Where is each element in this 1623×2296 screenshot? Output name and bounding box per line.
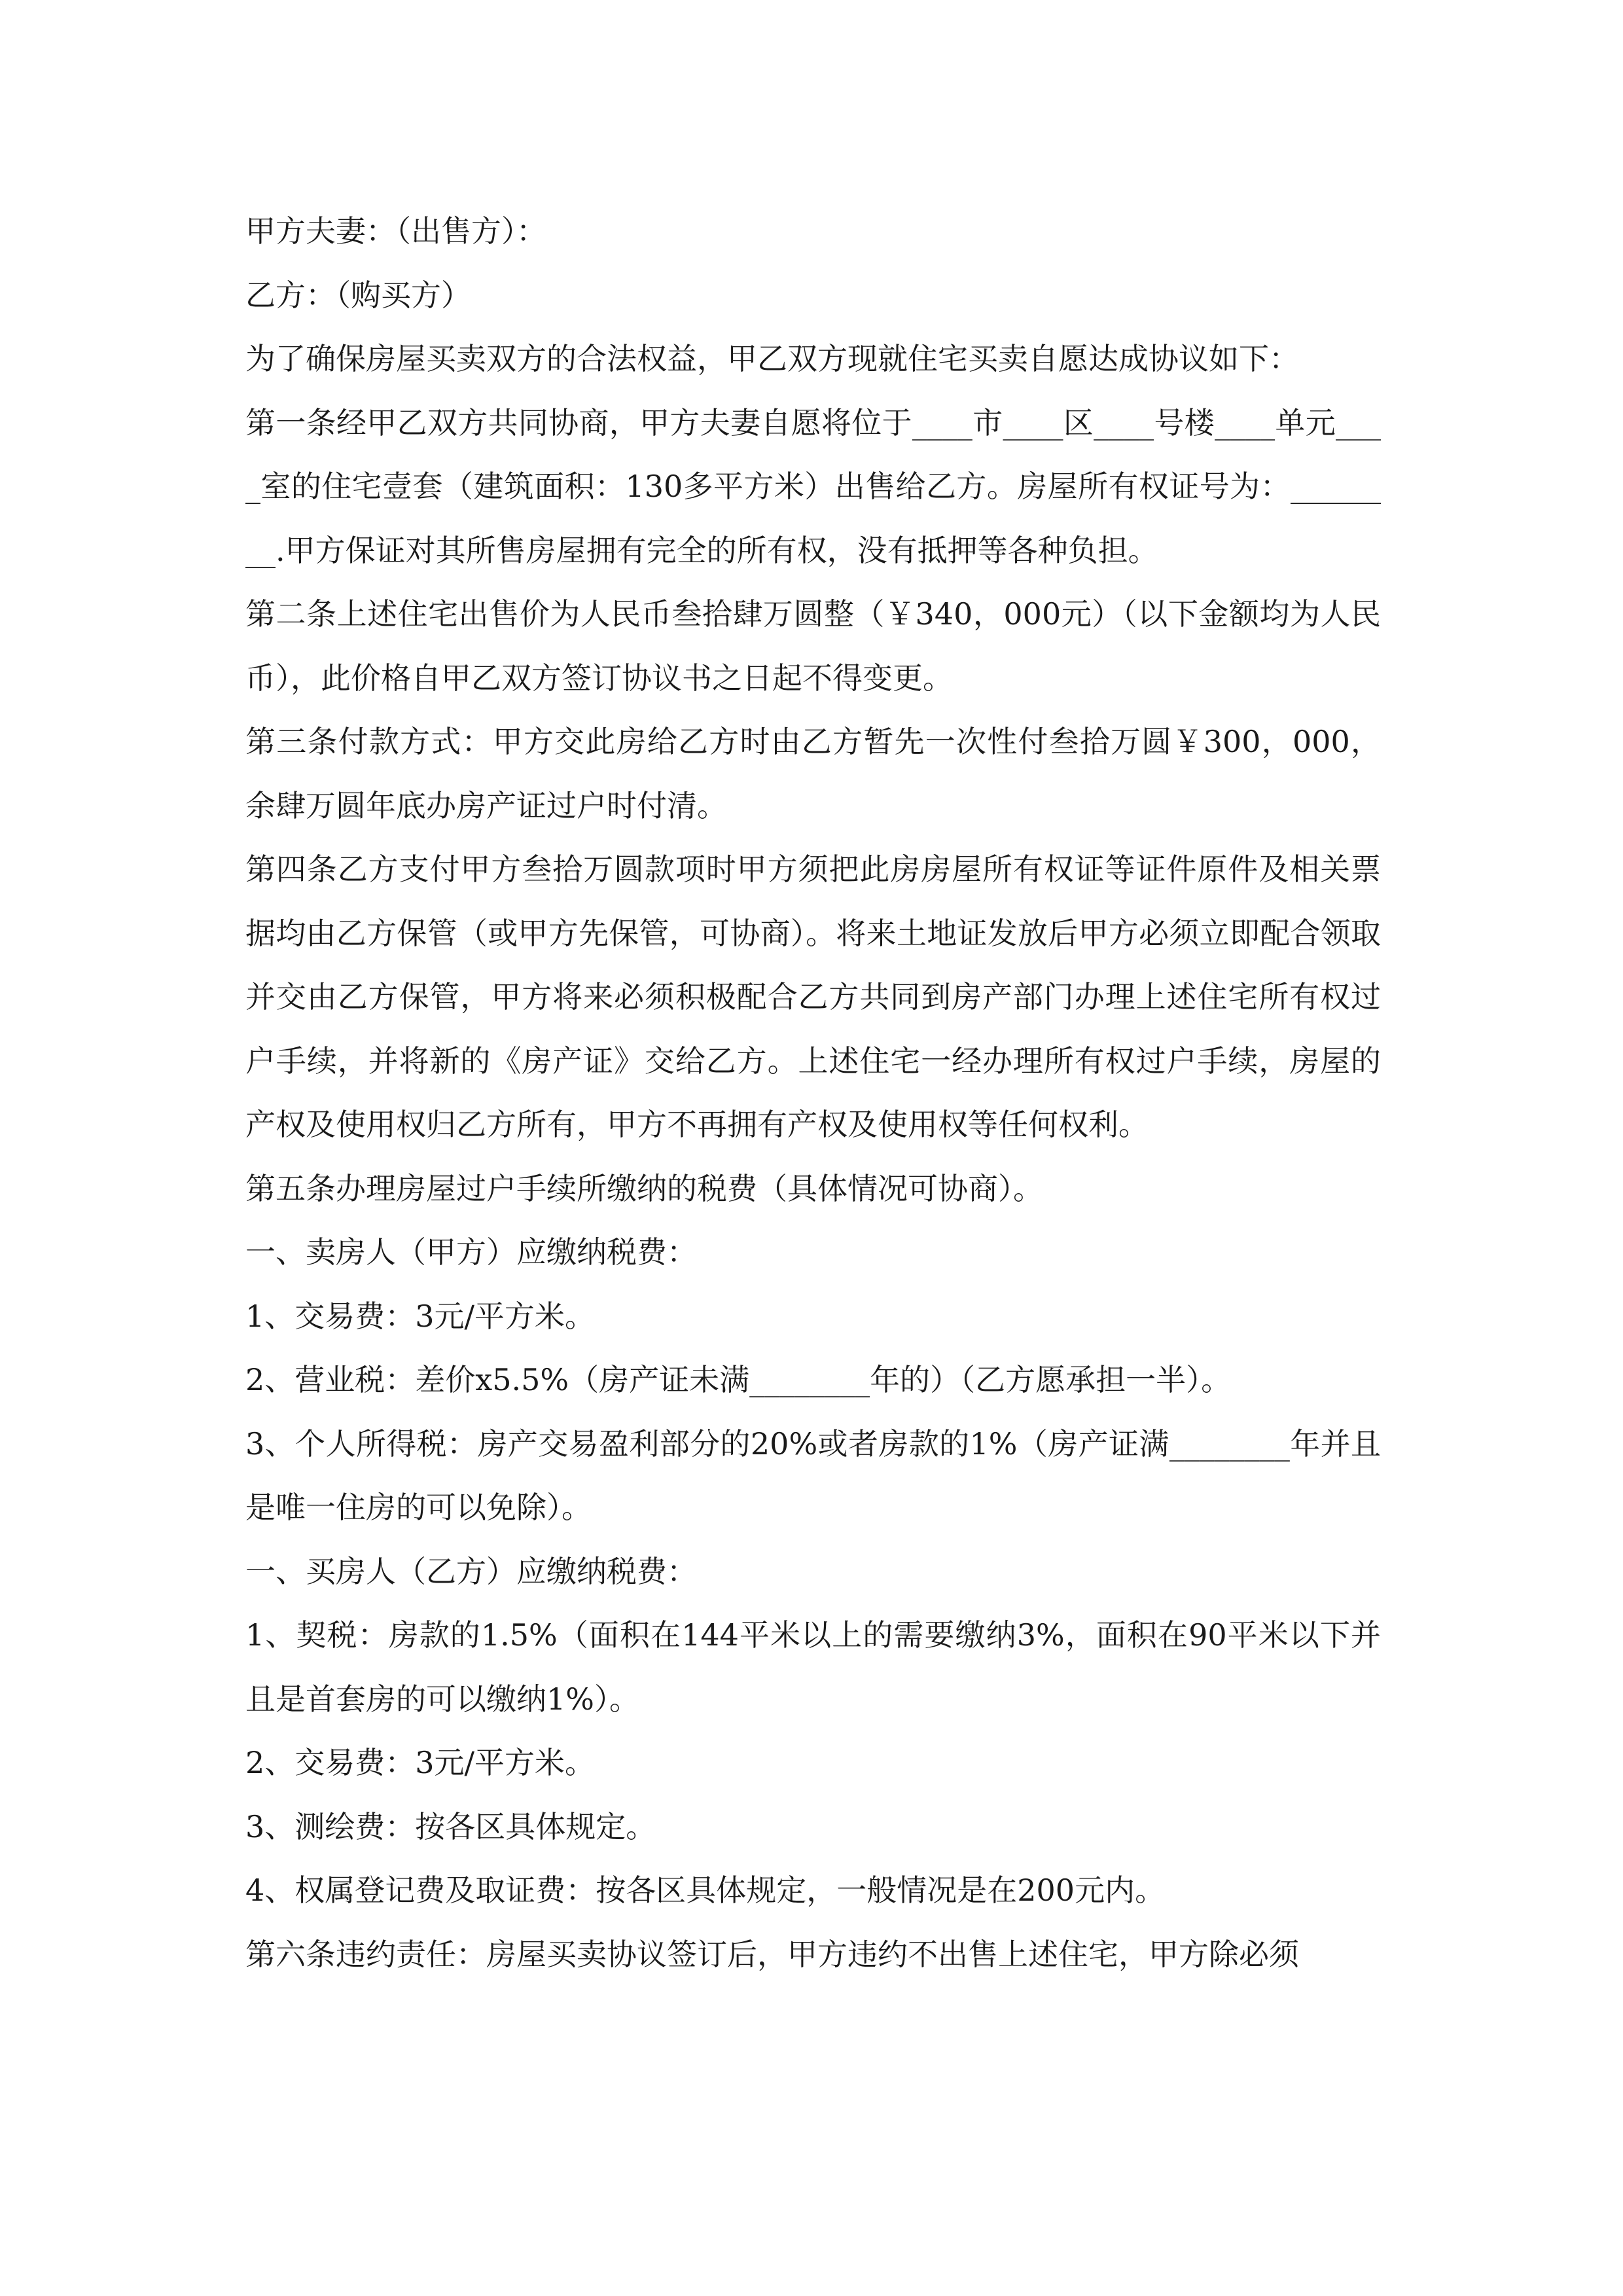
seller-taxes-heading: 一、卖房人（甲方）应缴纳税费： <box>245 1234 697 1270</box>
article-6-paragraph: 第六条违约责任：房屋买卖协议签订后，甲方违约不出售上述住宅，甲方除必须 <box>245 1936 1299 1972</box>
seller-tax-item-1: 1、交易费：3元/平方米。 <box>245 1298 596 1334</box>
seller-tax-item-3: 3、个人所得税：房产交易盈利部分的20%或者房款的1%（房产证满________年并且是唯一住房的可以免除）。 <box>245 1426 1381 1525</box>
seller-tax-item-2: 2、营业税：差价x5.5%（房产证未满________年的）（乙方愿承担一半）。 <box>245 1362 1232 1397</box>
article-5-paragraph: 第五条办理房屋过户手续所缴纳的税费（具体情况可协商）。 <box>245 1170 1043 1206</box>
article-2-paragraph: 第二条上述住宅出售价为人民币叁拾肆万圆整（￥340，000元）（以下金额均为人民币），此价格自甲乙双方签订协议书之日起不得变更。 <box>245 596 1381 696</box>
buyer-tax-item-1: 1、契税：房款的1.5%（面积在144平米以上的需要缴纳3%，面积在90平米以下并且是首套房的可以缴纳1%）。 <box>245 1617 1381 1717</box>
party-b-line: 乙方：（购买方） <box>245 277 471 313</box>
buyer-tax-item-4: 4、权属登记费及取证费：按各区具体规定，一般情况是在200元内。 <box>245 1873 1166 1908</box>
party-a-line: 甲方夫妻：（出售方）： <box>245 213 546 249</box>
buyer-tax-item-2: 2、交易费：3元/平方米。 <box>245 1745 596 1780</box>
article-4-paragraph: 第四条乙方支付甲方叁拾万圆款项时甲方须把此房房屋所有权证等证件原件及相关票据均由乙方保管（或甲方先保管，可协商）。将来土地证发放后甲方必须立即配合领取并交由乙方保管，甲方将来必须积极配合乙方共同到房产部门办理上述住宅所有权过户手续，并将新的《房产证》交给乙方。上述住宅一经办理所有权过户手续，房屋的产权及使用权归乙方所有，甲方不再拥有产权及使用权等任何权利。 <box>245 852 1381 1142</box>
preamble-paragraph: 为了确保房屋买卖双方的合法权益，甲乙双方现就住宅买卖自愿达成协议如下： <box>245 341 1299 376</box>
article-1-paragraph: 第一条经甲乙双方共同协商，甲方夫妻自愿将位于____市____区____号楼____单元____室的住宅壹套（建筑面积：130多平方米）出售给乙方。房屋所有权证号为：________.甲方保证对其所售房屋拥有完全的所有权，没有抵押等各种负担。 <box>245 404 1381 568</box>
document-body <box>245 200 1381 1986</box>
article-3-paragraph: 第三条付款方式：甲方交此房给乙方时由乙方暂先一次性付叁拾万圆￥300，000，余肆万圆年底办房产证过户时付清。 <box>245 724 1381 823</box>
buyer-tax-item-3: 3、测绘费：按各区具体规定。 <box>245 1808 656 1844</box>
buyer-taxes-heading: 一、买房人（乙方）应缴纳税费： <box>245 1553 697 1589</box>
